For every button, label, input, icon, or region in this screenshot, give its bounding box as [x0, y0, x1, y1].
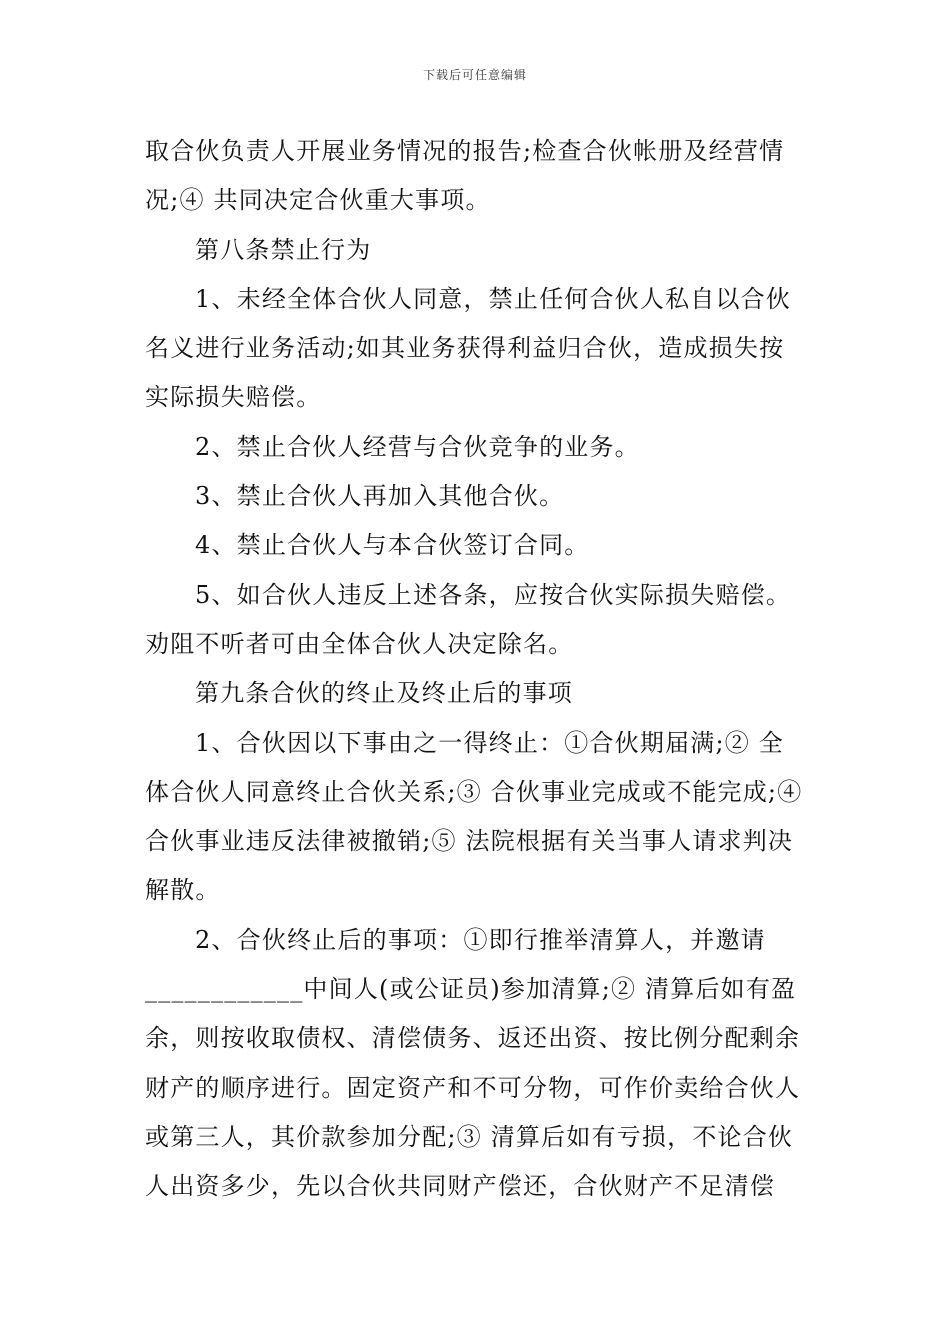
article-8-clause-3: 3、禁止合伙人再加入其他合伙。 — [195, 482, 565, 511]
article-8-heading: 第八条禁止行为 — [195, 235, 372, 264]
document-body — [145, 127, 809, 1212]
article-9-clause-2: 2、合伙终止后的事项：①即行推举清算人，并邀请____________中间人(或公证员)参加清算;② 清算后如有盈余，则按收取债权、清偿债务、返还出资、按比例分配剩余财产的顺序进行。固定资产和不可分物，可作价卖给合伙人或第三人，其价款参加分配;③ 清算后如有亏损，不论合伙人出资多少，先以合伙共同财产偿还，合伙财产不足清偿 — [145, 925, 801, 1201]
article-9-clause-1: 1、合伙因以下事由之一得终止：①合伙期届满;② 全体合伙人同意终止合伙关系;③ 合伙事业完成或不能完成;④ 合伙事业违反法律被撤销;⑤ 法院根据有关当事人请求判决解散。 — [145, 728, 803, 905]
article-8-clause-2: 2、禁止合伙人经营与合伙竞争的业务。 — [195, 432, 640, 461]
article-8-clause-1: 1、未经全体合伙人同意，禁止任何合伙人私自以合伙名义进行业务活动;如其业务获得利益归合伙，造成损失按实际损失赔偿。 — [145, 284, 792, 412]
page-header: 下载后可任意编辑 — [422, 68, 527, 82]
article-8-clause-4: 4、禁止合伙人与本合伙签订合同。 — [195, 531, 590, 560]
article-8-clause-5: 5、如合伙人违反上述各条，应按合伙实际损失赔偿。劝阻不听者可由全体合伙人决定除名。 — [145, 580, 792, 658]
article-9-heading: 第九条合伙的终止及终止后的事项 — [195, 679, 573, 708]
paragraph-continuation: 取合伙负责人开展业务情况的报告;检查合伙帐册及经营情况;④ 共同决定合伙重大事项。 — [145, 137, 785, 215]
